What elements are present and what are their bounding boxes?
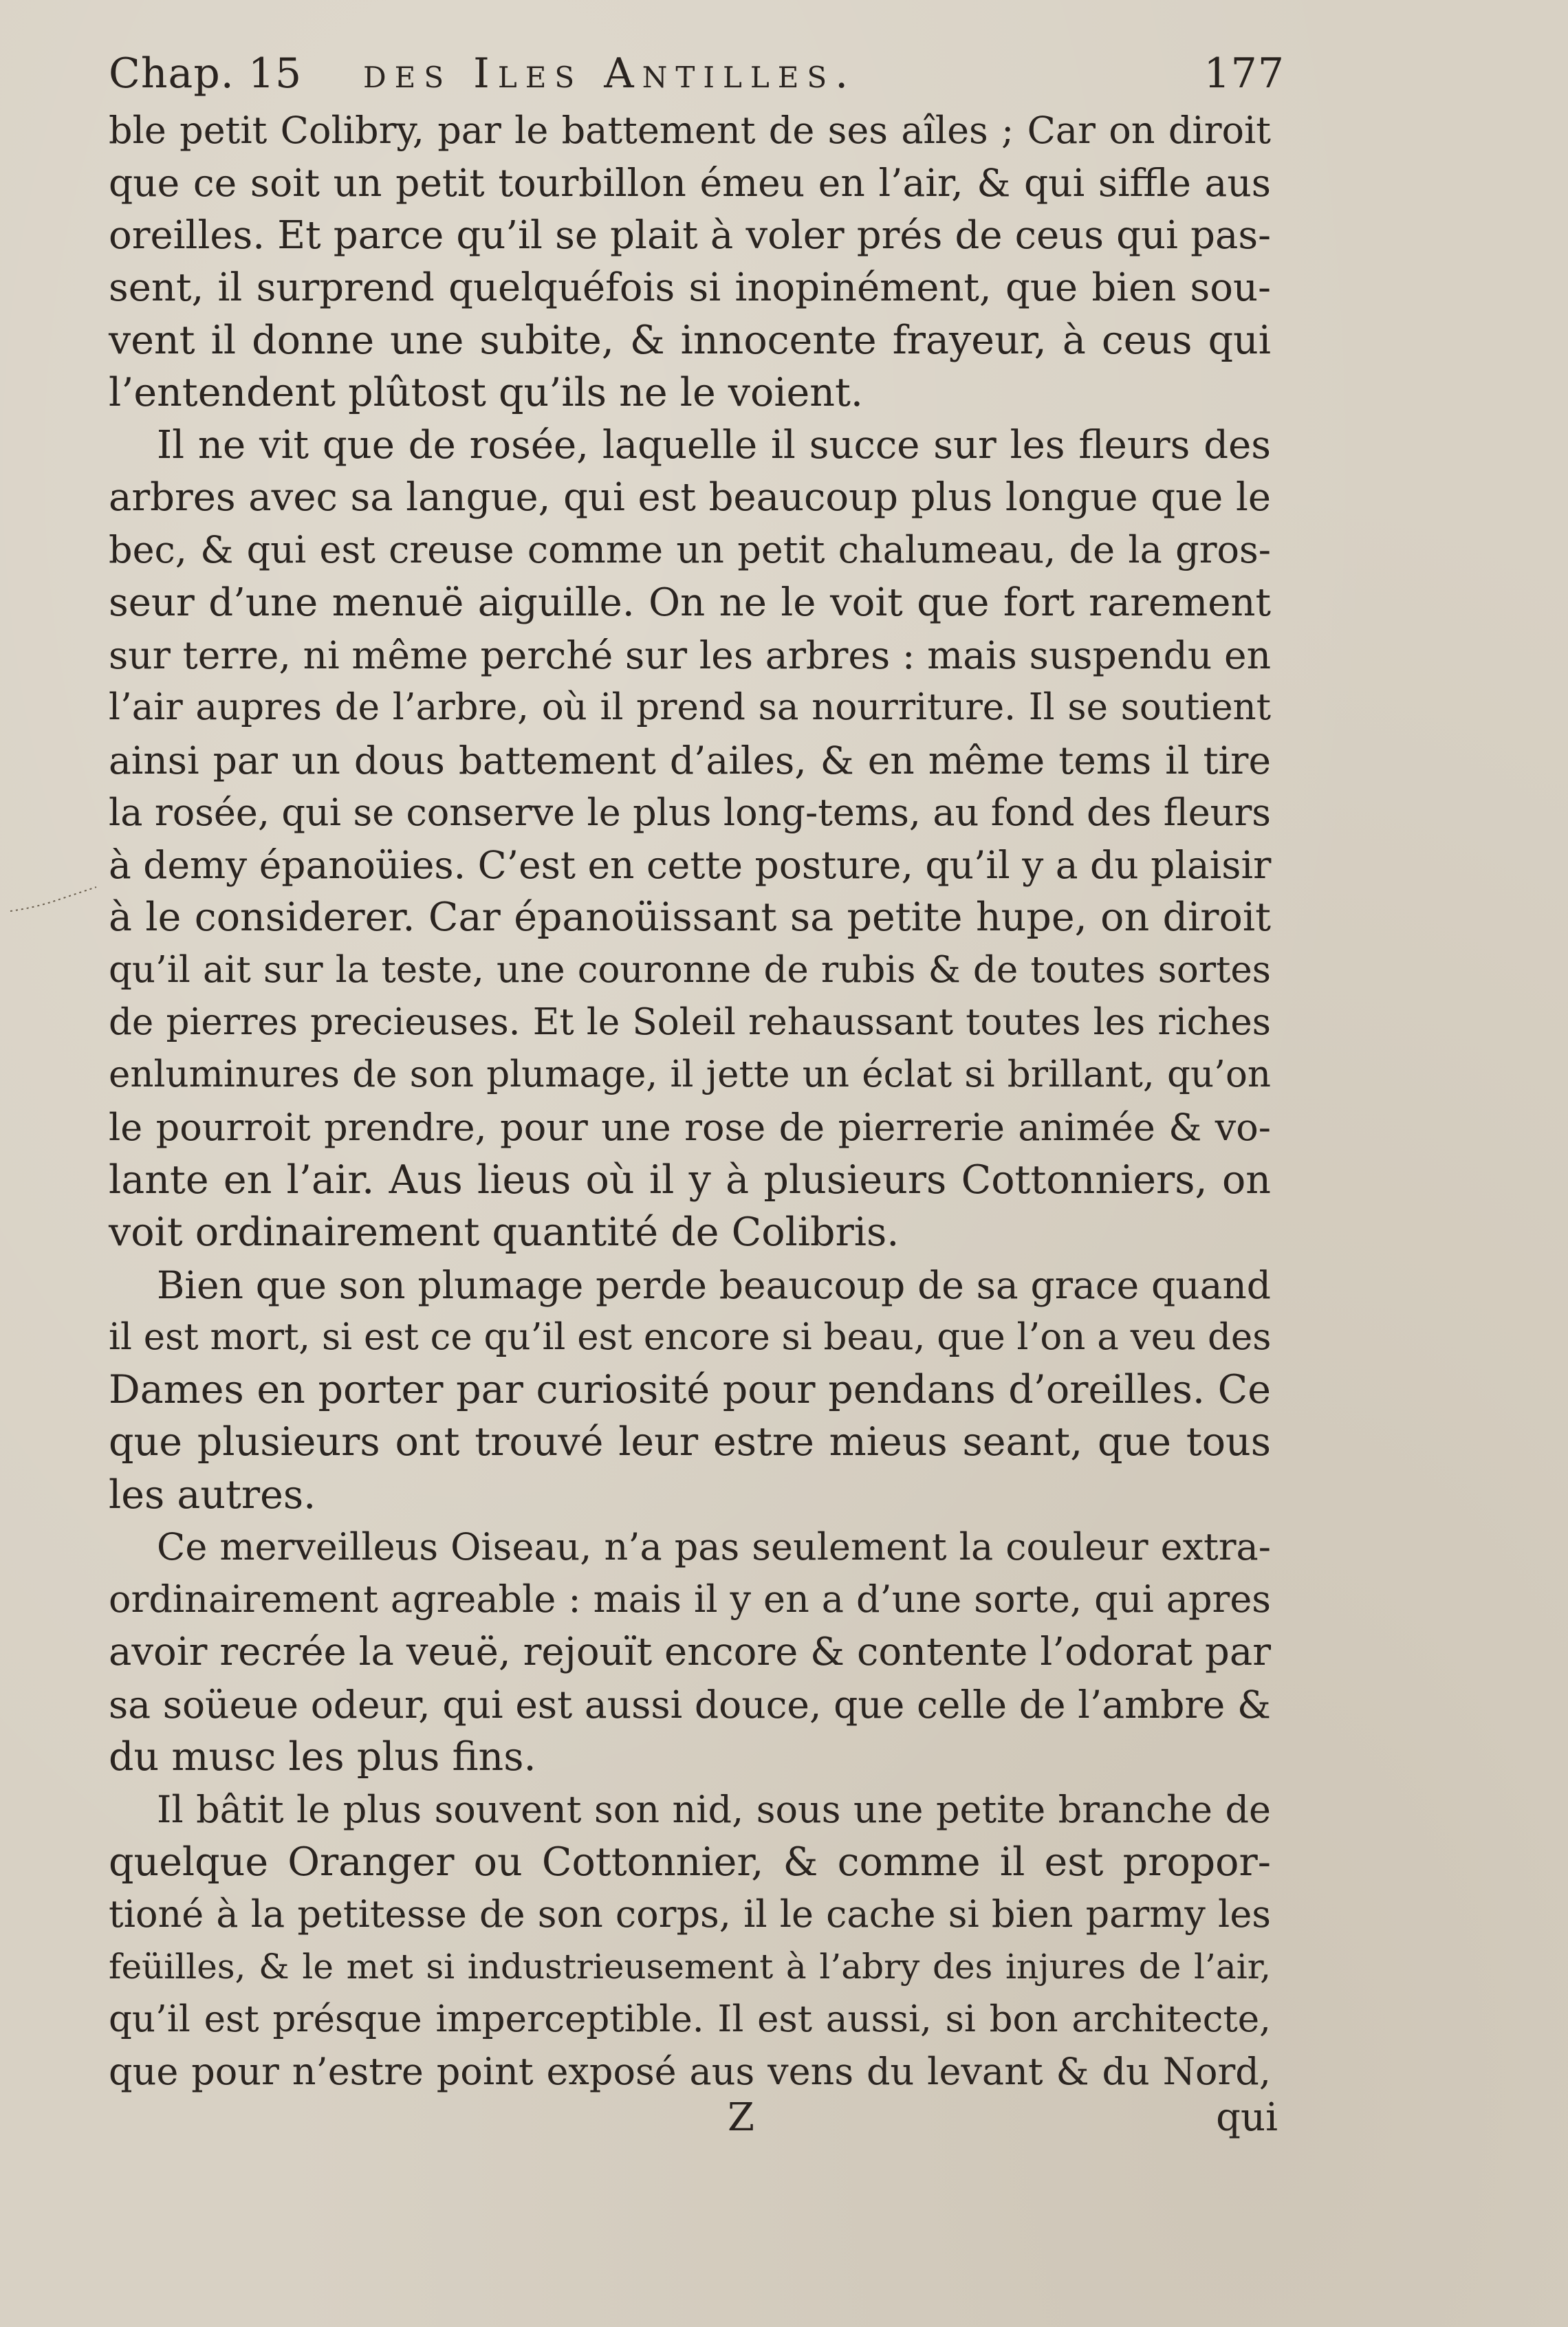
text-line: la rosée, qui se conserve le plus long-tems, au fond des fleurs (109, 790, 1271, 834)
text-line: voit ordinairement quantité de Colibris. (109, 1210, 900, 1256)
catchword: qui (1216, 2095, 1278, 2140)
page-footer (109, 2090, 1278, 2145)
text-line: ble petit Colibry, par le battement de ses aîles ; Car on diroit (109, 109, 1271, 152)
text-line: oreilles. Et parce qu’il se plait à voler prés de ceus qui pas- (109, 212, 1271, 258)
text-line: que ce soit un petit tourbillon émeu en l’air, & qui siffle aus (109, 161, 1271, 206)
text-line: lante en l’air. Aus lieus où il y à plusieurs Cottonniers, on (109, 1157, 1271, 1203)
text-line: bec, & qui est creuse comme un petit chalumeau, de la gros- (109, 528, 1271, 572)
text-line: le pourroit prendre, pour une rose de pierrerie animée & vo- (109, 1105, 1271, 1149)
running-header (109, 43, 1285, 105)
signature-mark: Z (728, 2095, 754, 2140)
text-line: de pierres precieuses. Et le Soleil rehaussant toutes les riches (109, 1001, 1271, 1044)
text-line: l’entendent plûtost qu’ils ne le voient. (109, 370, 864, 416)
text-line: à le considerer. Car épanoüissant sa petite hupe, on diroit (109, 895, 1271, 941)
running-title: des Iles Antilles. (363, 50, 857, 98)
text-line: avoir recrée la veuë, rejouït encore & contente l’odorat par (109, 1629, 1271, 1674)
text-line: vent il donne une subite, & innocente frayeur, à ceus qui (109, 318, 1271, 364)
text-line: sa soüeue odeur, qui est aussi douce, que celle de l’ambre & (109, 1682, 1271, 1727)
text-line: qu’il ait sur la teste, une couronne de rubis & de toutes sortes (109, 948, 1271, 991)
text-line: seur d’une menuë aiguille. On ne le voit que fort rarement (109, 580, 1271, 625)
text-line: que pour n’estre point exposé aus vens du levant & du Nord, (109, 2049, 1271, 2093)
body-text (109, 105, 1271, 2098)
text-line: ordinairement agreable : mais il y en a d’une sorte, qui apres (109, 1577, 1271, 1621)
text-line: il est mort, si est ce qu’il est encore si beau, que l’on a veu des (109, 1315, 1272, 1358)
text-line: que plusieurs ont trouvé leur estre mieus seant, que tous (109, 1419, 1271, 1465)
text-line: ainsi par un dous battement d’ailes, & en même tems il tire (109, 738, 1271, 783)
text-line: arbres avec sa langue, qui est beaucoup plus longue que le (109, 475, 1271, 521)
text-line: Il ne vit que de rosée, laquelle il succe sur les fleurs des (157, 422, 1271, 468)
page-number: 177 (1204, 50, 1285, 98)
text-line: quelque Oranger ou Cottonnier, & comme il est propor- (109, 1839, 1271, 1885)
text-line: tioné à la petitesse de son corps, il le cache si bien parmy les (109, 1892, 1271, 1936)
text-line: Bien que son plumage perde beaucoup de sa grace quand (157, 1263, 1271, 1307)
text-line: sur terre, ni même perché sur les arbres : mais suspendu en (109, 633, 1271, 677)
text-line: Il bâtit le plus souvent son nid, sous une petite branche de (157, 1787, 1271, 1831)
chapter-label: Chap. 15 (109, 50, 303, 98)
text-line: du musc les plus fins. (109, 1734, 536, 1780)
text-line: à demy épanoüies. C’est en cette posture, qu’il y a du plaisir (109, 843, 1272, 888)
text-line: qu’il est présque imperceptible. Il est aussi, si bon architecte, (109, 1998, 1271, 2040)
text-line: Ce merveilleus Oiseau, n’a pas seulement la couleur extra- (157, 1525, 1271, 1569)
text-line: Dames en porter par curiosité pour pendans d’oreilles. Ce (109, 1367, 1271, 1413)
margin-ink-mark (7, 880, 103, 921)
text-line: l’air aupres de l’arbre, où il prend sa nourriture. Il se soutient (109, 686, 1271, 729)
text-line: feüilles, & le met si industrieusement à l’abry des injures de l’air, (109, 1947, 1271, 1987)
text-line: sent, il surprend quelquéfois si inopinément, que bien sou- (109, 265, 1271, 310)
text-line: les autres. (109, 1472, 316, 1518)
text-line: enluminures de son plumage, il jette un éclat si brillant, qu’on (109, 1053, 1271, 1096)
